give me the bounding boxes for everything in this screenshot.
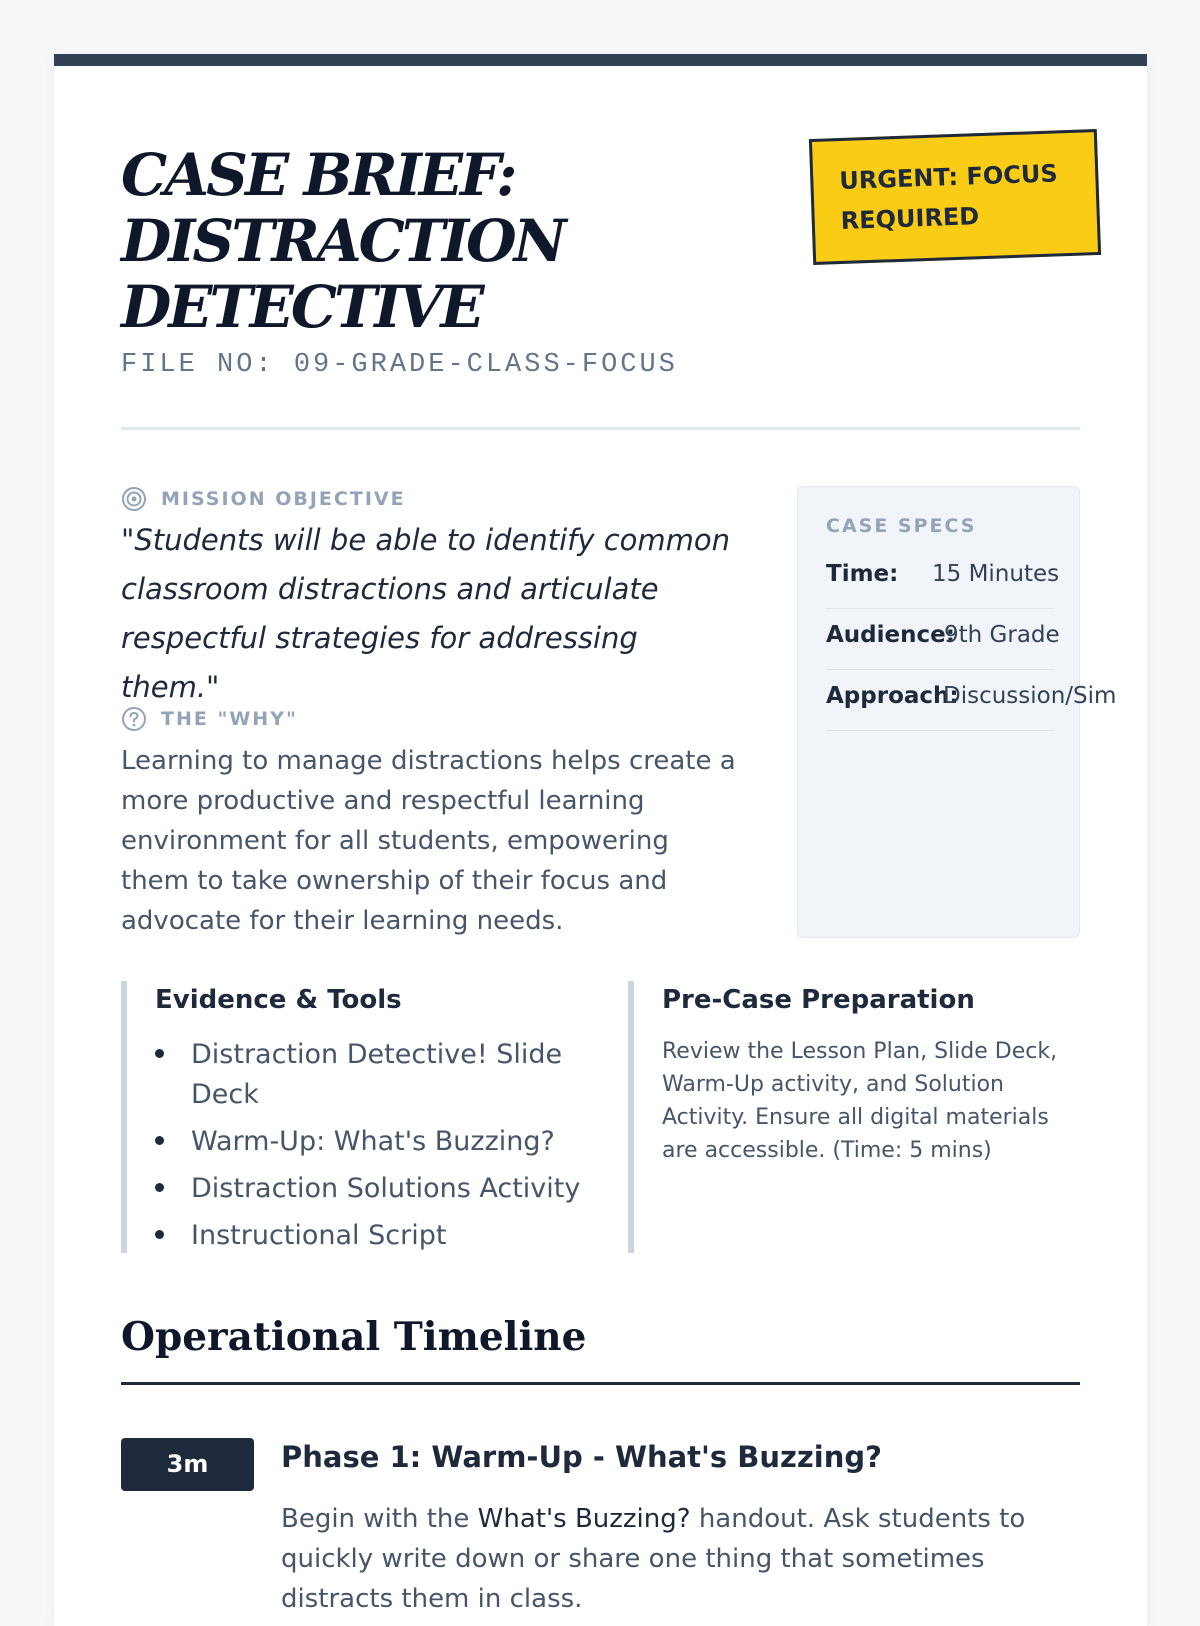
pre-case-prep-title: Pre-Case Preparation [662, 985, 975, 1015]
mission-objective-label-text: MISSION OBJECTIVE [161, 488, 406, 510]
spec-label: Approach: [826, 683, 959, 709]
list-item: Instructional Script [155, 1216, 585, 1256]
spec-label: Audience: [826, 622, 955, 648]
list-item: Distraction Detective! Slide Deck [155, 1035, 585, 1115]
page-title: CASE BRIEF: DISTRACTION DETECTIVE [121, 141, 564, 341]
why-label [121, 706, 298, 732]
evidence-list [155, 1035, 585, 1263]
why-text: Learning to manage distractions helps create a more productive and respectful learning environment for all students, empowering them to take ownership of their focus and advocate for their learning needs. [121, 746, 736, 936]
mission-objective-label [121, 486, 406, 512]
list-item: Warm-Up: What's Buzzing? [155, 1122, 585, 1162]
timeline-rule [121, 1382, 1080, 1385]
file-number: FILE NO: 09-GRADE-CLASS-FOCUS [121, 350, 678, 380]
urgent-stamp: URGENT: FOCUS REQUIRED [809, 129, 1101, 265]
spec-value: Discussion/Sim [943, 683, 1117, 709]
timeline-title: Operational Timeline [121, 1314, 587, 1360]
spec-value: 9th Grade [944, 622, 1060, 648]
phase-desc-text: handout. Ask students to quickly write down or share one thing that sometimes distracts them in class. [281, 1504, 1026, 1614]
phase-duration-badge: 3m [121, 1438, 254, 1491]
phase-title: Phase 1: Warm-Up - What's Buzzing? [281, 1440, 882, 1474]
mission-objective-text: "Students will be able to identify common classroom distractions and articulate respectful strategies for addressing them." [121, 523, 731, 704]
evidence-tools-title: Evidence & Tools [155, 985, 402, 1015]
spec-row-audience [826, 608, 1060, 670]
evidence-tools-column [121, 981, 597, 1253]
why-label-text: THE "WHY" [161, 708, 298, 730]
spec-row-approach [826, 669, 1117, 731]
spec-value: 15 Minutes [932, 561, 1060, 587]
pre-case-prep-column [628, 981, 1084, 1253]
target-icon [121, 486, 147, 512]
question-circle-icon [121, 706, 147, 732]
case-specs-panel [797, 486, 1117, 938]
phase-desc-text: Begin with the [281, 1504, 478, 1534]
phase-description [281, 1499, 1081, 1619]
case-brief-card [54, 54, 1147, 1626]
spec-row-time [826, 547, 1060, 609]
case-specs-title: CASE SPECS [826, 515, 977, 537]
phase-desc-highlight: What's Buzzing? [477, 1504, 691, 1534]
spec-label: Time: [826, 561, 899, 587]
header-divider [121, 427, 1080, 430]
list-item: Distraction Solutions Activity [155, 1169, 585, 1209]
pre-case-prep-text: Review the Lesson Plan, Slide Deck, Warm-Up activity, and Solution Activity. Ensure all digital materials are accessible. (Time: 5 mins) [662, 1039, 1058, 1163]
